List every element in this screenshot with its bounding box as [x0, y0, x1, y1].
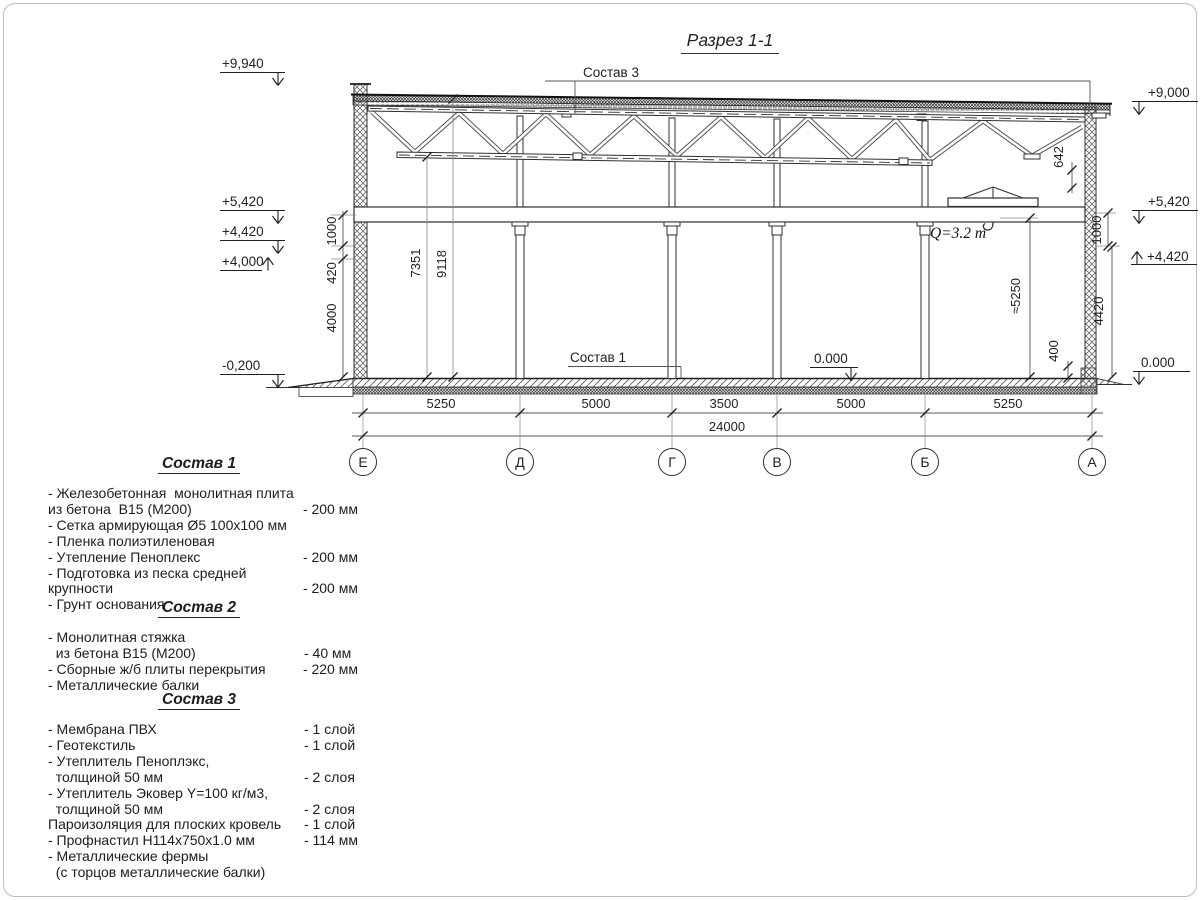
composition-list-3: [40, 691, 358, 881]
dim-4420: 4420: [1091, 296, 1106, 326]
column: [512, 222, 528, 379]
dim-span-2: 5000: [581, 396, 611, 411]
sostav1-callout: Состав 1: [570, 350, 626, 365]
item-value: - 200 мм: [302, 580, 358, 597]
item-name: - Утеплитель Эковер Y=100 кг/м3, толщиной 50 мм: [48, 784, 269, 817]
elevation-zero-mid: 0.000: [814, 351, 848, 366]
column: [769, 222, 785, 379]
drawing-title: Разрез 1-1: [640, 30, 820, 54]
item-value: - 1 слой: [304, 721, 356, 737]
dim-4000-left: 4000: [324, 303, 339, 333]
item-value: - 40 мм: [304, 644, 352, 661]
dim-span-4: 5000: [836, 396, 866, 411]
item-name: Пароизоляция для плоских кровель: [48, 816, 282, 833]
item-name: - Сетка армирующая Ø5 100х100 мм: [48, 516, 287, 533]
label-sostav1: [568, 350, 681, 378]
dim-400: 400: [1046, 340, 1061, 362]
list-title: Состав 3: [40, 691, 358, 709]
dim-row-total: [352, 419, 1103, 441]
list-item: [40, 817, 358, 833]
item-name: - Мембрана ПВХ: [48, 721, 157, 737]
list-title: Состав 1: [40, 455, 358, 473]
dim-span-5: 5250: [993, 396, 1023, 411]
list-item: [40, 566, 358, 598]
item-name: - Монолитная стяжка из бетона В15 (М200): [48, 629, 196, 661]
item-value: - 220 мм: [302, 660, 358, 677]
elevation-plus9000: +9,000: [1148, 85, 1190, 100]
item-name: - Утеплитель Пеноплэкс, толщиной 50 мм: [48, 752, 210, 785]
upper-floor-band: [354, 207, 1085, 222]
vertical-dims-right: [1000, 146, 1120, 382]
list-title: Состав 2: [40, 599, 358, 617]
vertical-dims-left: [324, 211, 356, 382]
axis-label-d: Д: [515, 454, 525, 470]
dim-7351: 7351: [408, 248, 423, 278]
axis-label-g: Г: [668, 454, 676, 470]
column: [664, 222, 680, 379]
item-name: - Грунт основания: [48, 596, 165, 613]
truss-end-bracket: [1024, 154, 1040, 159]
composition-list-2: [40, 596, 358, 694]
dim-total: 24000: [708, 419, 746, 434]
sostav3-callout: Состав 3: [583, 65, 639, 80]
item-name: - Профнастил Н114х750х1.0 мм: [48, 832, 255, 849]
item-value: - 114 мм: [303, 832, 358, 849]
floor-slab: [266, 368, 1132, 397]
item-value: - 200 мм: [302, 500, 358, 517]
item-name: - Сборные ж/б плиты перекрытия: [48, 660, 266, 677]
list-item: [40, 534, 358, 550]
list-item: [40, 754, 358, 786]
elevation-plus4420-right: +4,420: [1147, 249, 1189, 264]
axis-label-e: Е: [358, 454, 368, 470]
axis-label-b: Б: [920, 454, 930, 470]
list-item: [40, 550, 358, 566]
dim-row-spans: [352, 396, 1103, 418]
axis-bubbles: [350, 449, 1106, 476]
dim-5250-hook: ≈5250: [1008, 277, 1023, 315]
item-value: - 1 слой: [304, 816, 356, 833]
crane-capacity-label: Q=3.2 т: [930, 225, 987, 242]
axis-label-v: В: [772, 454, 782, 470]
column: [917, 222, 933, 379]
item-name: - Пленка полиэтиленовая: [48, 532, 215, 549]
elevation-minus0200: -0,200: [222, 358, 261, 373]
dim-9118: 9118: [434, 250, 449, 278]
list-item: [40, 849, 358, 881]
list-item: [40, 786, 358, 818]
elevation-plus4000-left: +4,000: [222, 254, 264, 269]
dim-420-left: 420: [324, 262, 339, 284]
elevation-plus5420-left: +5,420: [222, 194, 264, 209]
axis-label-a: А: [1087, 454, 1097, 470]
item-name: - Металлические балки: [48, 676, 200, 693]
elevation-plus5420-right: +5,420: [1148, 194, 1190, 209]
item-name: - Металлические фермы (с торцов металлические балки): [48, 848, 266, 881]
elevation-zero-right: 0.000: [1141, 355, 1175, 370]
elevation-plus9940: +9,940: [222, 56, 264, 71]
list-item: [40, 662, 358, 678]
list-item: [40, 833, 358, 849]
item-name: - Железобетонная монолитная плита из бетона В15 (М200): [48, 485, 294, 517]
elevation-plus4420-left: +4,420: [222, 224, 264, 239]
composition-list-1: [40, 455, 358, 613]
item-name: - Утепление Пеноплекс: [48, 548, 201, 565]
item-value: - 200 мм: [302, 548, 358, 565]
dim-span-1: 5250: [426, 396, 456, 411]
item-name: - Подготовка из песка средней крупности: [48, 564, 255, 597]
dim-642: 642: [1051, 146, 1066, 168]
list-item: [40, 738, 358, 754]
item-value: - 2 слоя: [304, 768, 355, 785]
item-value: - 2 слоя: [304, 800, 355, 817]
list-item: [40, 630, 358, 662]
item-name: - Геотекстиль: [48, 736, 136, 753]
dim-1000-left: 1000: [324, 216, 339, 246]
list-item: [40, 486, 358, 518]
list-item: [40, 518, 358, 534]
item-value: - 1 слой: [304, 736, 356, 753]
dim-1000-right: 1000: [1089, 215, 1104, 245]
dim-span-3: 3500: [709, 396, 739, 411]
left-wall: [350, 84, 371, 379]
list-item: [40, 722, 358, 738]
